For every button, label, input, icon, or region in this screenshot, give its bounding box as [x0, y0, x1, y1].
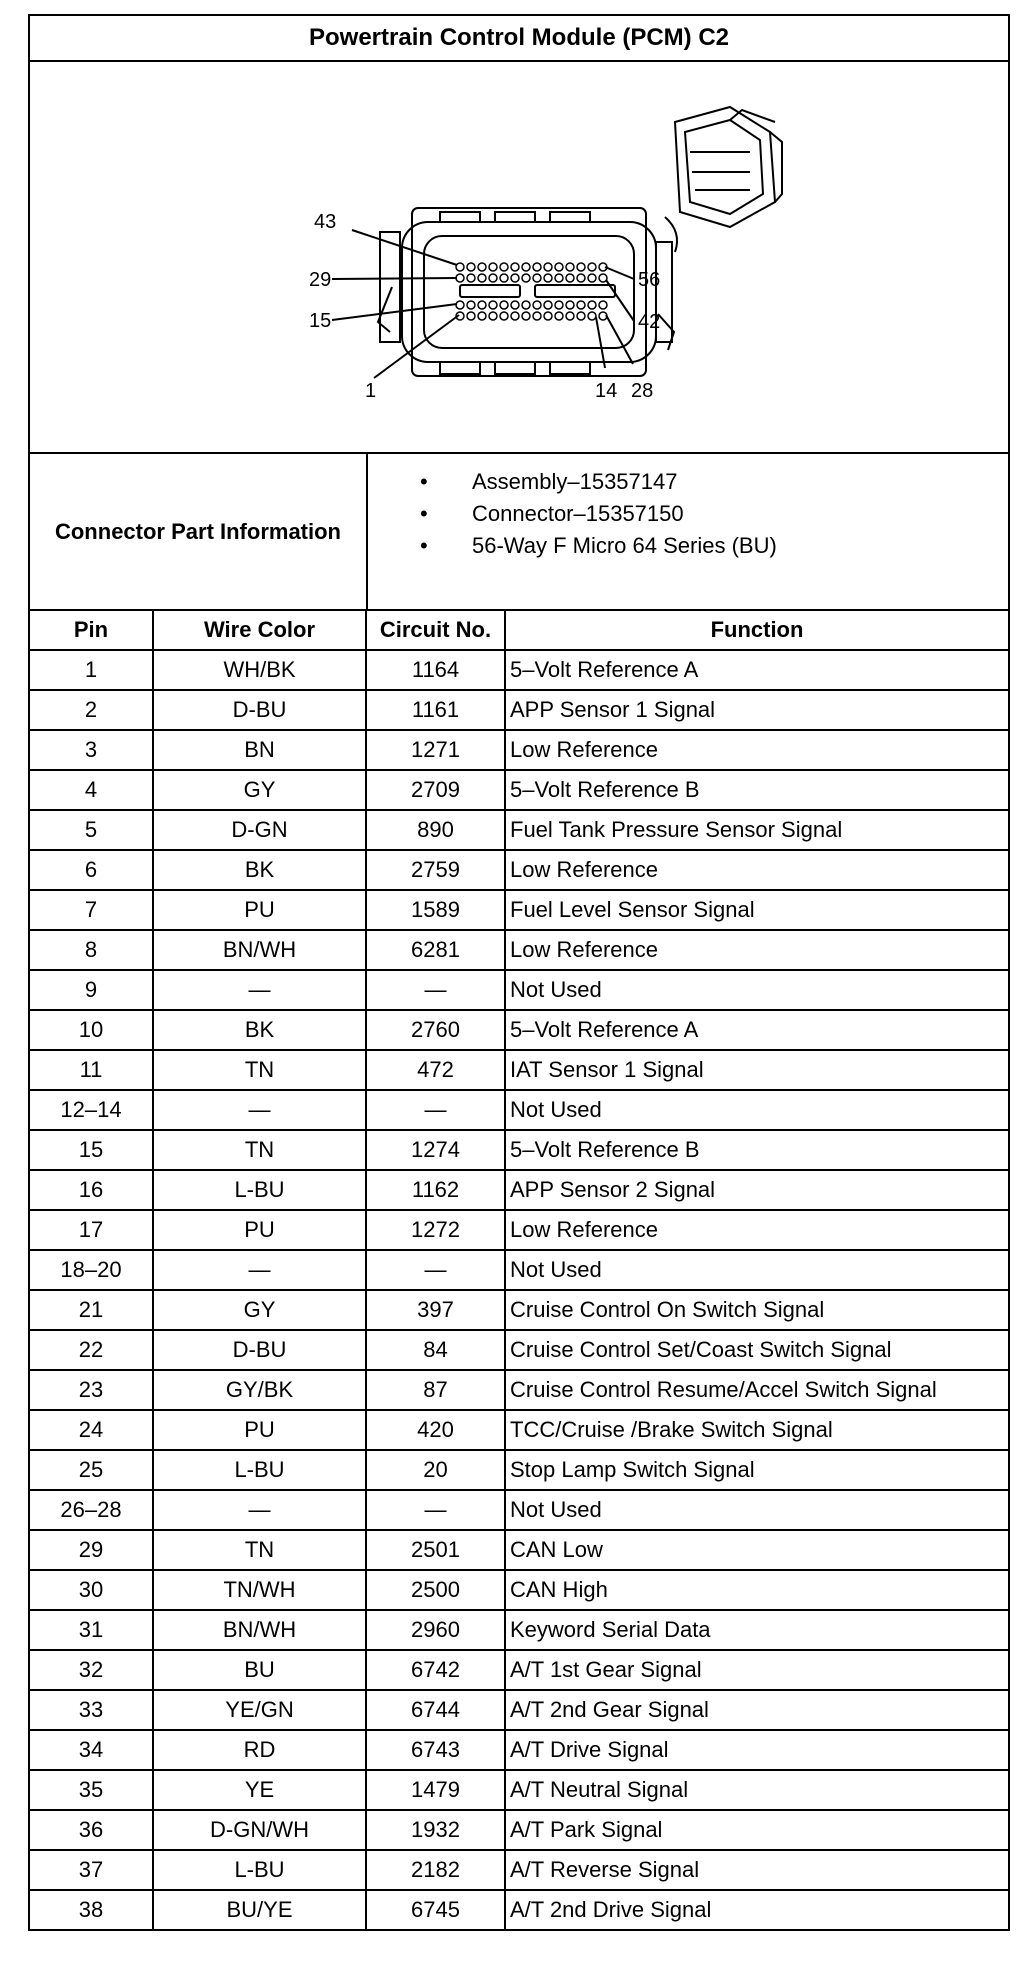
pin-cell: 36: [30, 1810, 153, 1850]
table-row: [30, 1570, 1008, 1610]
function-cell: APP Sensor 1 Signal: [505, 690, 1008, 730]
wire-color-cell: D-GN/WH: [153, 1810, 366, 1850]
pin-cell: 10: [30, 1010, 153, 1050]
wire-color-cell: GY/BK: [153, 1370, 366, 1410]
circuit-no-cell: 20: [366, 1450, 505, 1490]
pin-cell: 2: [30, 690, 153, 730]
pin-cell: 31: [30, 1610, 153, 1650]
circuit-no-cell: 6742: [366, 1650, 505, 1690]
circuit-no-cell: 87: [366, 1370, 505, 1410]
header-function: Function: [505, 611, 1008, 650]
pin-cell: 3: [30, 730, 153, 770]
pin-cell: 7: [30, 890, 153, 930]
header-circuit-no: Circuit No.: [366, 611, 505, 650]
wire-color-cell: —: [153, 1250, 366, 1290]
pin-label-42: 42: [638, 311, 661, 333]
function-cell: Low Reference: [505, 850, 1008, 890]
table-row: [30, 890, 1008, 930]
circuit-no-cell: 6281: [366, 930, 505, 970]
function-cell: 5–Volt Reference A: [505, 650, 1008, 690]
circuit-no-cell: 1161: [366, 690, 505, 730]
pin-cell: 15: [30, 1130, 153, 1170]
wire-color-cell: GY: [153, 1290, 366, 1330]
wire-color-cell: TN/WH: [153, 1570, 366, 1610]
wire-color-cell: BK: [153, 850, 366, 890]
page-title: Powertrain Control Module (PCM) C2: [30, 16, 1008, 62]
circuit-no-cell: 2500: [366, 1570, 505, 1610]
function-cell: Cruise Control Set/Coast Switch Signal: [505, 1330, 1008, 1370]
pin-cell: 18–20: [30, 1250, 153, 1290]
table-row: [30, 1410, 1008, 1450]
wire-color-cell: L-BU: [153, 1170, 366, 1210]
table-row: [30, 1770, 1008, 1810]
table-row: [30, 1250, 1008, 1290]
function-cell: A/T Neutral Signal: [505, 1770, 1008, 1810]
table-row: [30, 1010, 1008, 1050]
wire-color-cell: D-BU: [153, 1330, 366, 1370]
part-info-list: [368, 454, 1008, 609]
function-cell: Fuel Level Sensor Signal: [505, 890, 1008, 930]
wire-color-cell: TN: [153, 1050, 366, 1090]
pin-cell: 17: [30, 1210, 153, 1250]
table-row: [30, 1290, 1008, 1330]
function-cell: TCC/Cruise /Brake Switch Signal: [505, 1410, 1008, 1450]
function-cell: Not Used: [505, 970, 1008, 1010]
wire-color-cell: GY: [153, 770, 366, 810]
connector-drawing: [30, 62, 1008, 452]
table-row: [30, 690, 1008, 730]
pin-cell: 23: [30, 1370, 153, 1410]
wire-color-cell: YE/GN: [153, 1690, 366, 1730]
part-info-connector: • Connector–15357150: [368, 498, 1008, 530]
pin-cell: 5: [30, 810, 153, 850]
connector-body-outline: [378, 208, 677, 376]
table-row: [30, 1530, 1008, 1570]
function-cell: Low Reference: [505, 1210, 1008, 1250]
table-body: [30, 650, 1008, 1929]
function-cell: APP Sensor 2 Signal: [505, 1170, 1008, 1210]
table-row: [30, 930, 1008, 970]
function-cell: CAN Low: [505, 1530, 1008, 1570]
function-cell: Cruise Control On Switch Signal: [505, 1290, 1008, 1330]
wire-color-cell: WH/BK: [153, 650, 366, 690]
table-row: [30, 1370, 1008, 1410]
wire-color-cell: L-BU: [153, 1450, 366, 1490]
pin-cell: 8: [30, 930, 153, 970]
table-row: [30, 1050, 1008, 1090]
wire-color-cell: PU: [153, 1210, 366, 1250]
circuit-no-cell: 6743: [366, 1730, 505, 1770]
circuit-no-cell: —: [366, 970, 505, 1010]
pin-cell: 1: [30, 650, 153, 690]
pin-cell: 30: [30, 1570, 153, 1610]
circuit-no-cell: —: [366, 1250, 505, 1290]
table-row: [30, 1650, 1008, 1690]
connector-part-information: [30, 454, 1008, 611]
pin-cell: 33: [30, 1690, 153, 1730]
part-info-label: Connector Part Information: [30, 454, 368, 609]
wire-color-cell: BU/YE: [153, 1890, 366, 1929]
table-row: [30, 1210, 1008, 1250]
pin-label-14: 14: [595, 380, 618, 402]
header-wire-color: Wire Color: [153, 611, 366, 650]
wire-color-cell: BN/WH: [153, 1610, 366, 1650]
function-cell: IAT Sensor 1 Signal: [505, 1050, 1008, 1090]
function-cell: 5–Volt Reference B: [505, 770, 1008, 810]
table-row: [30, 1450, 1008, 1490]
circuit-no-cell: —: [366, 1490, 505, 1530]
pin-label-43: 43: [314, 211, 337, 233]
connector-sheet: [28, 14, 1010, 1931]
function-cell: Cruise Control Resume/Accel Switch Signal: [505, 1370, 1008, 1410]
pin-label-29: 29: [309, 269, 332, 291]
wire-color-cell: PU: [153, 1410, 366, 1450]
circuit-no-cell: 2182: [366, 1850, 505, 1890]
function-cell: 5–Volt Reference B: [505, 1130, 1008, 1170]
table-row: [30, 730, 1008, 770]
pin-cell: 12–14: [30, 1090, 153, 1130]
circuit-no-cell: 420: [366, 1410, 505, 1450]
table-header-row: [30, 611, 1008, 650]
table-row: [30, 970, 1008, 1010]
table-row: [30, 1690, 1008, 1730]
table-row: [30, 1850, 1008, 1890]
pin-cell: 37: [30, 1850, 153, 1890]
mating-connector-sketch: [675, 107, 782, 227]
function-cell: Not Used: [505, 1490, 1008, 1530]
connector-diagram: [30, 62, 1008, 454]
circuit-no-cell: 1274: [366, 1130, 505, 1170]
pin-cell: 4: [30, 770, 153, 810]
pin-cell: 24: [30, 1410, 153, 1450]
table-row: [30, 850, 1008, 890]
wire-color-cell: —: [153, 1090, 366, 1130]
table-row: [30, 770, 1008, 810]
table-row: [30, 1170, 1008, 1210]
circuit-no-cell: 2709: [366, 770, 505, 810]
wire-color-cell: PU: [153, 890, 366, 930]
table-row: [30, 1610, 1008, 1650]
function-cell: Keyword Serial Data: [505, 1610, 1008, 1650]
table-row: [30, 1330, 1008, 1370]
circuit-no-cell: 1164: [366, 650, 505, 690]
circuit-no-cell: 1162: [366, 1170, 505, 1210]
table-row: [30, 1130, 1008, 1170]
circuit-no-cell: 1589: [366, 890, 505, 930]
function-cell: A/T 2nd Drive Signal: [505, 1890, 1008, 1929]
table-row: [30, 1490, 1008, 1530]
pinout-table: [30, 611, 1008, 1929]
circuit-no-cell: 1271: [366, 730, 505, 770]
wire-color-cell: —: [153, 1490, 366, 1530]
pin-cell: 9: [30, 970, 153, 1010]
wire-color-cell: D-GN: [153, 810, 366, 850]
circuit-no-cell: 84: [366, 1330, 505, 1370]
pin-label-56: 56: [638, 269, 661, 291]
circuit-no-cell: 1932: [366, 1810, 505, 1850]
function-cell: CAN High: [505, 1570, 1008, 1610]
pin-cell: 26–28: [30, 1490, 153, 1530]
circuit-no-cell: —: [366, 1090, 505, 1130]
function-cell: A/T Park Signal: [505, 1810, 1008, 1850]
pin-cell: 22: [30, 1330, 153, 1370]
pin-cell: 34: [30, 1730, 153, 1770]
function-cell: Stop Lamp Switch Signal: [505, 1450, 1008, 1490]
wire-color-cell: RD: [153, 1730, 366, 1770]
pin-cell: 29: [30, 1530, 153, 1570]
circuit-no-cell: 472: [366, 1050, 505, 1090]
circuit-no-cell: 397: [366, 1290, 505, 1330]
wire-color-cell: TN: [153, 1530, 366, 1570]
pin-cell: 35: [30, 1770, 153, 1810]
part-info-description: • 56-Way F Micro 64 Series (BU): [368, 530, 1008, 562]
pin-cell: 16: [30, 1170, 153, 1210]
function-cell: A/T 2nd Gear Signal: [505, 1690, 1008, 1730]
circuit-no-cell: 6745: [366, 1890, 505, 1929]
table-row: [30, 1090, 1008, 1130]
wire-color-cell: TN: [153, 1130, 366, 1170]
wire-color-cell: BK: [153, 1010, 366, 1050]
pin-cell: 32: [30, 1650, 153, 1690]
pin-cell: 25: [30, 1450, 153, 1490]
function-cell: Low Reference: [505, 730, 1008, 770]
function-cell: A/T 1st Gear Signal: [505, 1650, 1008, 1690]
wire-color-cell: BU: [153, 1650, 366, 1690]
wire-color-cell: L-BU: [153, 1850, 366, 1890]
function-cell: Low Reference: [505, 930, 1008, 970]
wire-color-cell: YE: [153, 1770, 366, 1810]
table-row: [30, 650, 1008, 690]
table-row: [30, 1890, 1008, 1929]
table-row: [30, 1810, 1008, 1850]
function-cell: Fuel Tank Pressure Sensor Signal: [505, 810, 1008, 850]
pin-cell: 38: [30, 1890, 153, 1929]
table-row: [30, 1730, 1008, 1770]
pin-cell: 11: [30, 1050, 153, 1090]
wire-color-cell: BN/WH: [153, 930, 366, 970]
wire-color-cell: BN: [153, 730, 366, 770]
header-pin: Pin: [30, 611, 153, 650]
pin-label-15: 15: [309, 310, 332, 332]
function-cell: Not Used: [505, 1090, 1008, 1130]
circuit-no-cell: 2501: [366, 1530, 505, 1570]
function-cell: 5–Volt Reference A: [505, 1010, 1008, 1050]
wire-color-cell: —: [153, 970, 366, 1010]
pin-label-28: 28: [631, 380, 654, 402]
part-info-assembly: • Assembly–15357147: [368, 466, 1008, 498]
circuit-no-cell: 1479: [366, 1770, 505, 1810]
circuit-no-cell: 2759: [366, 850, 505, 890]
circuit-no-cell: 6744: [366, 1690, 505, 1730]
circuit-no-cell: 2760: [366, 1010, 505, 1050]
table-row: [30, 810, 1008, 850]
function-cell: A/T Drive Signal: [505, 1730, 1008, 1770]
pin-label-1: 1: [365, 380, 377, 402]
function-cell: A/T Reverse Signal: [505, 1850, 1008, 1890]
wire-color-cell: D-BU: [153, 690, 366, 730]
circuit-no-cell: 1272: [366, 1210, 505, 1250]
function-cell: Not Used: [505, 1250, 1008, 1290]
circuit-no-cell: 890: [366, 810, 505, 850]
pin-cell: 21: [30, 1290, 153, 1330]
pin-cell: 6: [30, 850, 153, 890]
circuit-no-cell: 2960: [366, 1610, 505, 1650]
connector-pin-cavities: [456, 263, 607, 320]
